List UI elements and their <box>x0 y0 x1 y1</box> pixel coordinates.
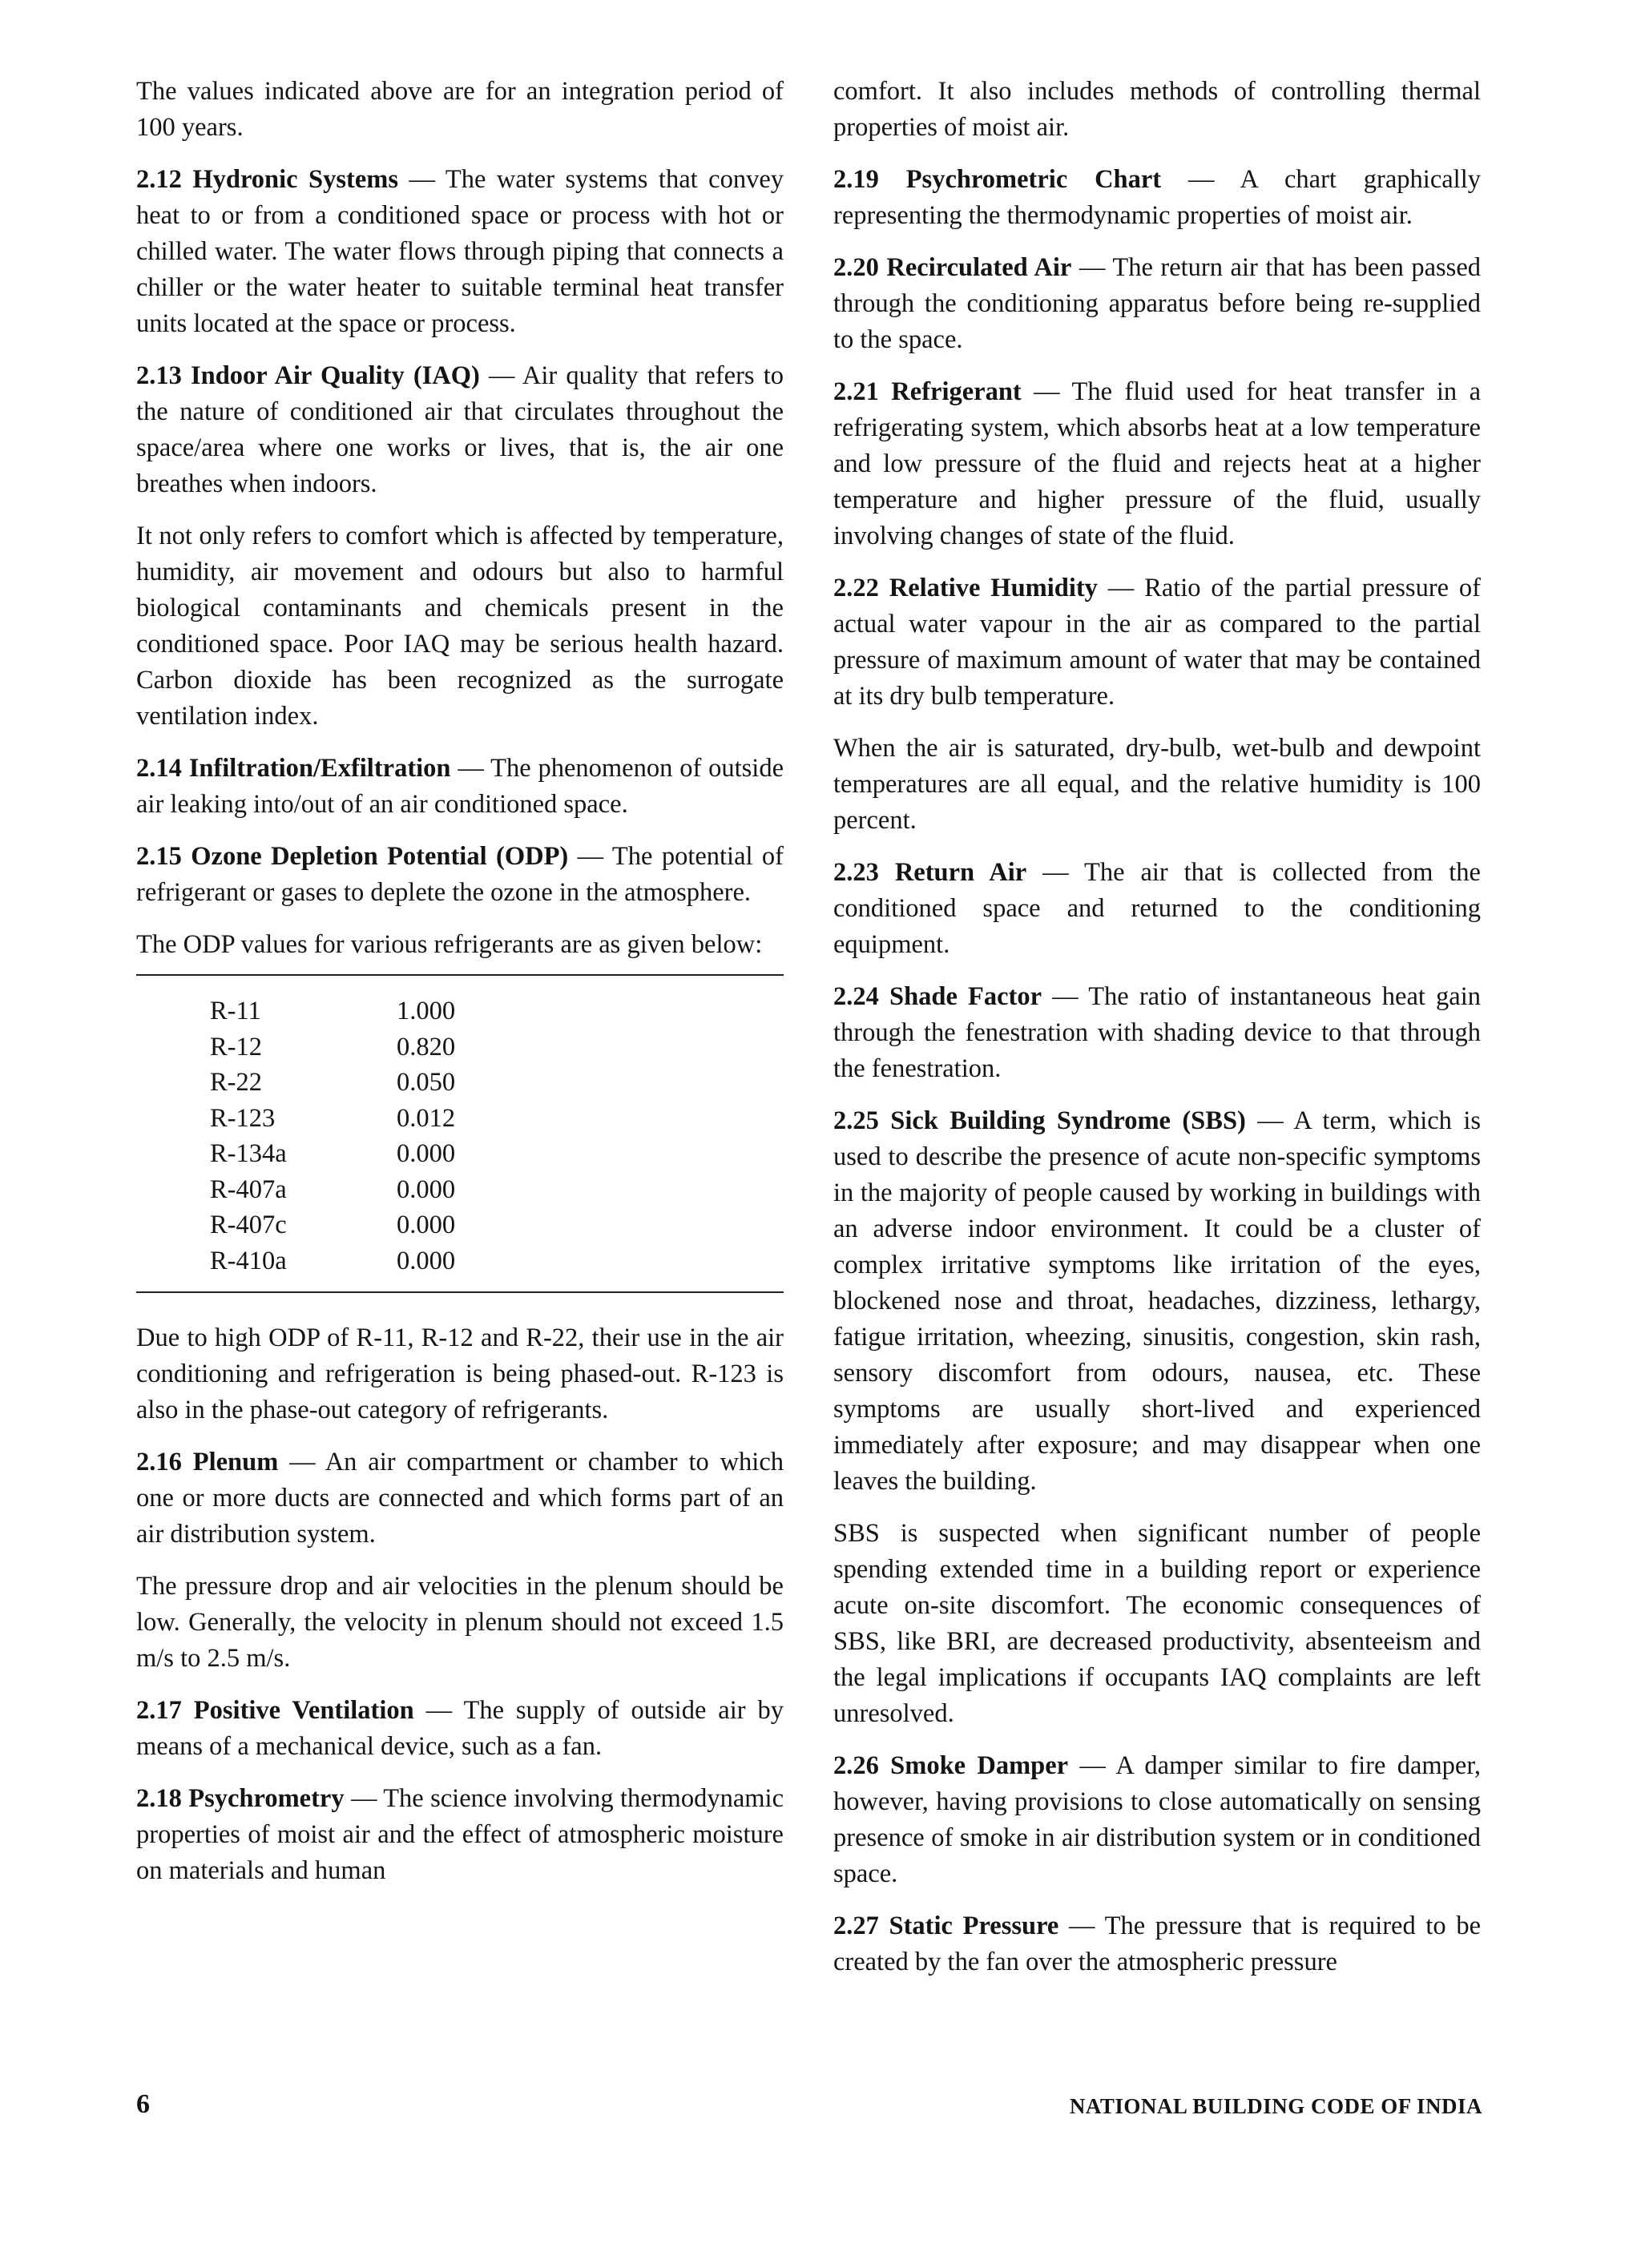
section-2-20 <box>833 250 1481 358</box>
section-2-19 <box>833 162 1481 234</box>
table-row <box>136 1136 784 1172</box>
odp-value: 0.000 <box>397 1246 456 1275</box>
section-2-23 <box>833 855 1481 963</box>
odp-value: 0.000 <box>397 1211 456 1239</box>
paragraph-integration-period: The values indicated above are for an integration period of 100 years. <box>136 77 784 142</box>
table-row <box>136 1101 784 1137</box>
section-heading: 2.17 Positive Ventilation <box>136 1696 414 1725</box>
section-2-13 <box>136 358 784 502</box>
table-row <box>136 1207 784 1243</box>
paragraph-iaq-detail: It not only refers to comfort which is affected by temperature, humidity, air movement and odours but also to harmful biological contaminants and chemicals present in the conditioned space. Poor IAQ may be serious health hazard. Carbon dioxide has been recognized as the surrogate ventilation index. <box>136 522 784 731</box>
table-row <box>136 1029 784 1066</box>
refrigerant-name: R-407a <box>210 1174 287 1204</box>
section-heading: 2.15 Ozone Depletion Potential (ODP) <box>136 842 569 871</box>
section-heading: 2.23 Return Air <box>833 858 1027 887</box>
section-body: — The phenomenon of outside air leaking into/out of an air conditioned space. <box>136 754 784 819</box>
section-body: — Ratio of the partial pressure of actual water vapour in the air as compared to the partial pressure of maximum amount of water that may be contained at its dry bulb temperature. <box>833 574 1481 711</box>
left-column <box>136 74 784 1905</box>
section-body: — The supply of outside air by means of a mechanical device, such as a fan. <box>136 1696 784 1761</box>
section-2-27 <box>833 1908 1481 1980</box>
section-2-18 <box>136 1781 784 1889</box>
odp-value: 0.000 <box>397 1139 456 1168</box>
section-body: — The fluid used for heat transfer in a refrigerating system, which absorbs heat at a low temperature and low pressure of the fluid and rejects heat at a higher temperature and higher pressure of the fluid, usually involving changes of state of the fluid. <box>833 377 1481 550</box>
section-heading: 2.25 Sick Building Syndrome (SBS) <box>833 1106 1246 1135</box>
section-heading: 2.21 Refrigerant <box>833 377 1022 406</box>
section-heading: 2.14 Infiltration/Exfiltration <box>136 754 451 783</box>
section-body: — The water systems that convey heat to or from a conditioned space or process with hot or chilled water. The water flows through piping that connects a chiller or the water heater to suitable terminal heat transfer units located at the space or process. <box>136 165 784 338</box>
section-heading: 2.20 Recirculated Air <box>833 253 1072 282</box>
section-body: — An air compartment or chamber to which one or more ducts are connected and which forms part of an air distribution system. <box>136 1448 784 1549</box>
refrigerant-name: R-123 <box>210 1103 276 1133</box>
section-2-25 <box>833 1103 1481 1500</box>
section-2-26 <box>833 1748 1481 1892</box>
refrigerant-name: R-134a <box>210 1139 287 1168</box>
section-body: — A damper similar to fire damper, however, having provisions to close automatically on sensing presence of smoke in air distribution system or in conditioned space. <box>833 1751 1481 1888</box>
table-row <box>136 993 784 1029</box>
section-body: — The air that is collected from the conditioned space and returned to the conditioning equipment. <box>833 858 1481 959</box>
section-body: — The return air that has been passed through the conditioning apparatus before being re-supplied to the space. <box>833 253 1481 354</box>
section-body: — The pressure that is required to be created by the fan over the atmospheric pressure <box>833 1911 1481 1976</box>
refrigerant-name: R-11 <box>210 997 261 1025</box>
section-2-14 <box>136 751 784 823</box>
section-body: — Air quality that refers to the nature of conditioned air that circulates throughout the space/area where one works or lives, that is, the air one breathes when indoors. <box>136 361 784 498</box>
paragraph-odp-intro: The ODP values for various refrigerants are as given below: <box>136 930 763 959</box>
odp-table <box>136 974 784 1293</box>
odp-value: 0.000 <box>397 1174 456 1204</box>
page-number: 6 <box>136 2089 150 2119</box>
right-column <box>833 74 1481 1996</box>
section-heading: 2.18 Psychrometry <box>136 1784 345 1813</box>
section-2-24 <box>833 979 1481 1087</box>
odp-value: 0.012 <box>397 1103 456 1133</box>
section-2-22 <box>833 570 1481 715</box>
section-heading: 2.13 Indoor Air Quality (IAQ) <box>136 361 480 390</box>
section-heading: 2.22 Relative Humidity <box>833 574 1098 602</box>
section-heading: 2.26 Smoke Damper <box>833 1751 1069 1780</box>
section-body: — The ratio of instantaneous heat gain through the fenestration with shading device to that through the fenestration. <box>833 982 1481 1083</box>
table-row <box>136 1065 784 1101</box>
section-body: — The potential of refrigerant or gases to deplete the ozone in the atmosphere. <box>136 842 784 907</box>
odp-value: 1.000 <box>397 997 456 1025</box>
refrigerant-name: R-22 <box>210 1068 262 1097</box>
section-heading: 2.24 Shade Factor <box>833 982 1042 1011</box>
section-2-12 <box>136 162 784 342</box>
section-heading: 2.27 Static Pressure <box>833 1911 1059 1940</box>
section-2-17 <box>136 1693 784 1765</box>
section-2-21 <box>833 374 1481 554</box>
refrigerant-name: R-410a <box>210 1246 287 1275</box>
document-title-footer: NATIONAL BUILDING CODE OF INDIA <box>1069 2094 1482 2118</box>
odp-value: 0.050 <box>397 1068 456 1097</box>
section-2-15 <box>136 839 784 911</box>
section-2-16 <box>136 1444 784 1553</box>
section-body: — A term, which is used to describe the presence of acute non-specific symptoms in the majority of people caused by working in buildings with an adverse indoor environment. It could be a cluster of complex irritative symptoms like irritation of the eyes, blockened nose and throat, headaches, dizziness, lethargy, fatigue irritation, wheezing, sinusitis, congestion, skin rash, sensory discomfort from odours, nausea, etc. These symptoms are usually short-lived and experienced immediately after exposure; and may disappear when one leaves the building. <box>833 1106 1481 1496</box>
table-row <box>136 1172 784 1208</box>
paragraph-saturation: When the air is saturated, dry-bulb, wet-bulb and dewpoint temperatures are all equal, and the relative humidity is 100 percent. <box>833 734 1481 835</box>
odp-value: 0.820 <box>397 1032 456 1061</box>
refrigerant-name: R-12 <box>210 1032 262 1061</box>
section-heading: 2.12 Hydronic Systems <box>136 165 398 194</box>
section-body: — A chart graphically representing the thermodynamic properties of moist air. <box>833 165 1481 230</box>
section-body: — The science involving thermodynamic properties of moist air and the effect of atmospheric moisture on materials and human <box>136 1784 784 1885</box>
table-row <box>136 1243 784 1279</box>
refrigerant-name: R-407c <box>210 1211 287 1239</box>
section-heading: 2.16 Plenum <box>136 1448 279 1476</box>
paragraph-sbs-detail: SBS is suspected when significant number of people spending extended time in a building report or experience acute on-site discomfort. The economic consequences of SBS, like BRI, are decreased productivity, absenteeism and the legal implications if occupants IAQ complaints are left unresolved. <box>833 1519 1481 1728</box>
section-heading: 2.19 Psychrometric Chart <box>833 165 1162 194</box>
paragraph-odp-phaseout: Due to high ODP of R-11, R-12 and R-22, their use in the air conditioning and refrigeration is being phased-out. R-123 is also in the phase-out category of refrigerants. <box>136 1323 784 1424</box>
paragraph-psychrometry-continued: comfort. It also includes methods of controlling thermal properties of moist air. <box>833 77 1481 142</box>
paragraph-plenum-detail: The pressure drop and air velocities in the plenum should be low. Generally, the velocity in plenum should not exceed 1.5 m/s to 2.5 m/s. <box>136 1572 784 1673</box>
